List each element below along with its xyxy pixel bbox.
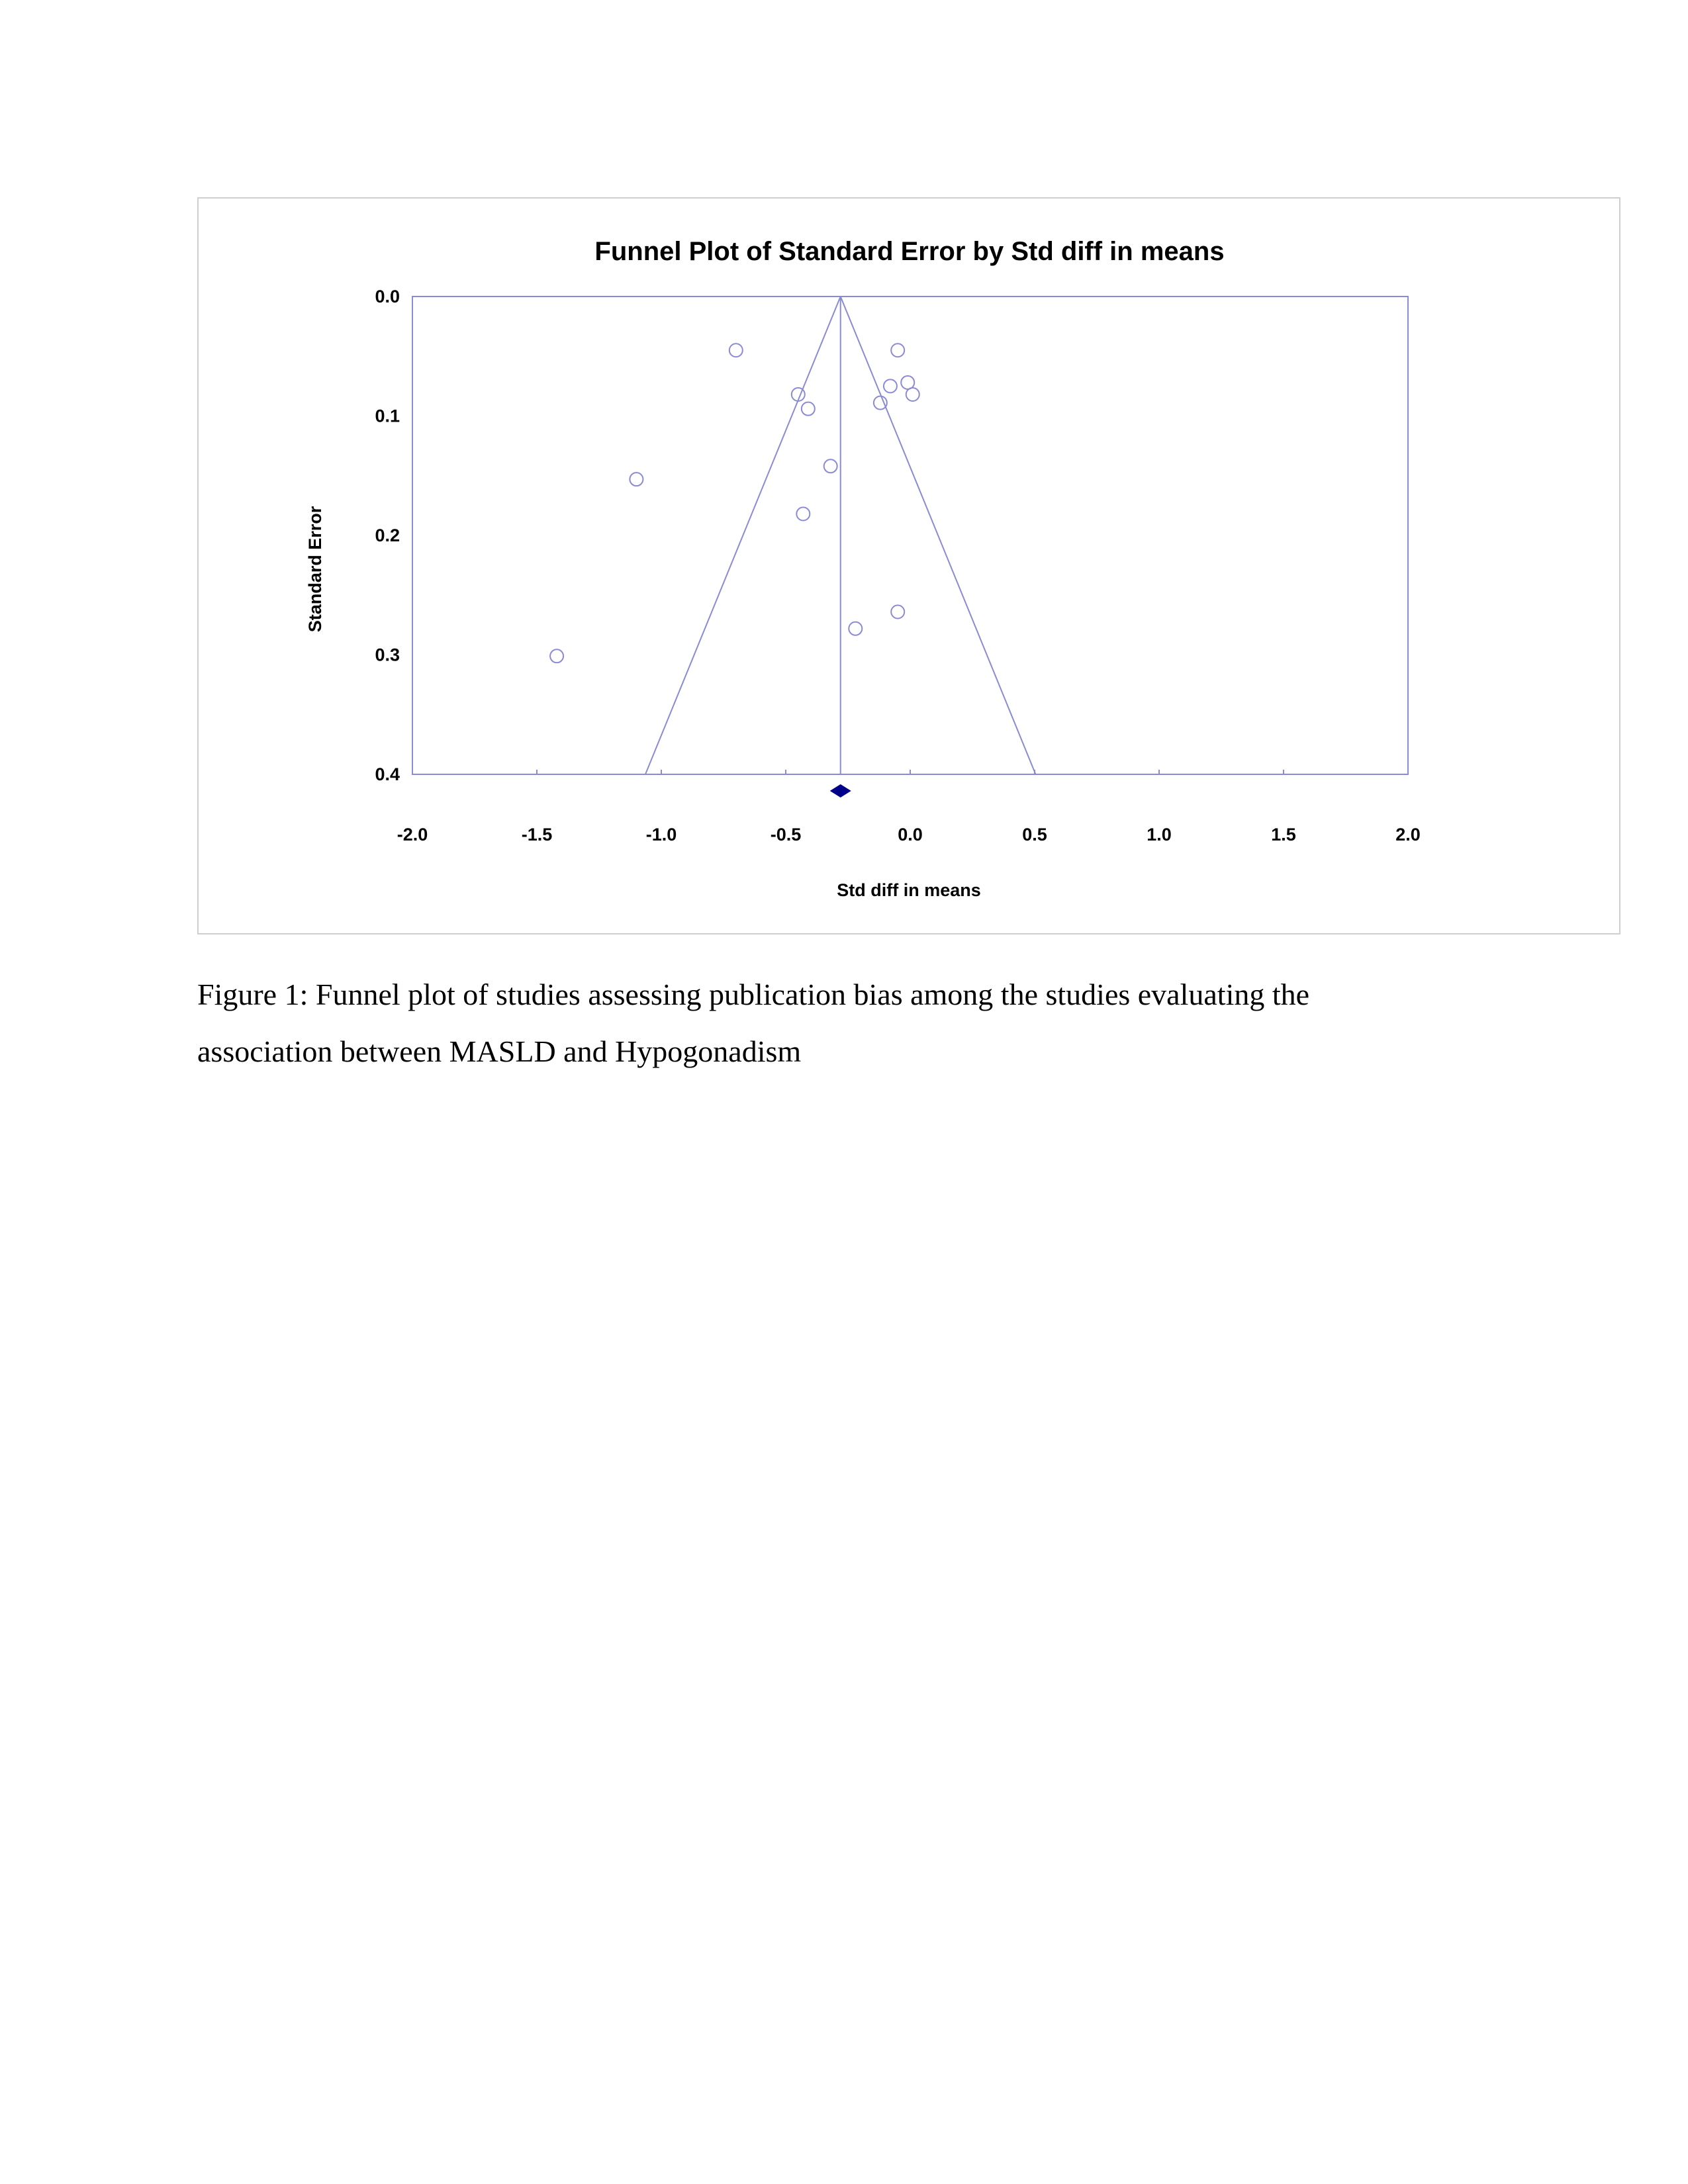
chart-title: Funnel Plot of Standard Error by Std diff in means bbox=[594, 237, 1225, 266]
study-point bbox=[901, 376, 914, 389]
figure-frame bbox=[197, 197, 1620, 934]
y-tick-label: 0.1 bbox=[375, 406, 400, 426]
caption-line-1: Figure 1: Funnel plot of studies assessing publication bias among the studies evaluating the bbox=[197, 978, 1310, 1011]
figure-caption bbox=[197, 966, 1521, 1080]
study-point bbox=[796, 508, 810, 521]
x-tick-label: -1.0 bbox=[645, 825, 677, 844]
x-tick-label: 0.0 bbox=[898, 825, 923, 844]
x-tick-label: 2.0 bbox=[1395, 825, 1421, 844]
study-point bbox=[729, 343, 743, 357]
pooled-estimate-diamond bbox=[830, 784, 851, 797]
study-point bbox=[550, 649, 563, 662]
y-tick-label: 0.0 bbox=[375, 287, 400, 306]
study-point bbox=[906, 388, 919, 401]
study-point bbox=[849, 622, 862, 635]
x-tick-label: -0.5 bbox=[770, 825, 802, 844]
x-tick-label: 1.5 bbox=[1271, 825, 1296, 844]
plot-area bbox=[412, 296, 1408, 774]
x-tick-label: 1.0 bbox=[1147, 825, 1172, 844]
x-tick-label: -1.5 bbox=[521, 825, 553, 844]
study-point bbox=[802, 402, 815, 416]
x-tick-label: -2.0 bbox=[397, 825, 428, 844]
x-axis-label: Std diff in means bbox=[837, 880, 981, 900]
funnel-right-line bbox=[841, 296, 1036, 774]
study-point bbox=[891, 343, 904, 357]
y-tick-label: 0.3 bbox=[375, 645, 400, 665]
study-point bbox=[891, 606, 904, 619]
y-tick-label: 0.4 bbox=[375, 764, 400, 784]
funnel-plot bbox=[199, 199, 1619, 933]
study-point bbox=[874, 396, 887, 410]
y-tick-label: 0.2 bbox=[375, 525, 400, 545]
caption-line-2: association between MASLD and Hypogonadism bbox=[197, 1034, 802, 1068]
study-point bbox=[884, 379, 897, 392]
funnel-left-line bbox=[645, 296, 841, 774]
study-point bbox=[630, 473, 643, 486]
y-axis-label: Standard Error bbox=[305, 506, 325, 633]
x-tick-label: 0.5 bbox=[1022, 825, 1047, 844]
study-point bbox=[824, 459, 837, 473]
